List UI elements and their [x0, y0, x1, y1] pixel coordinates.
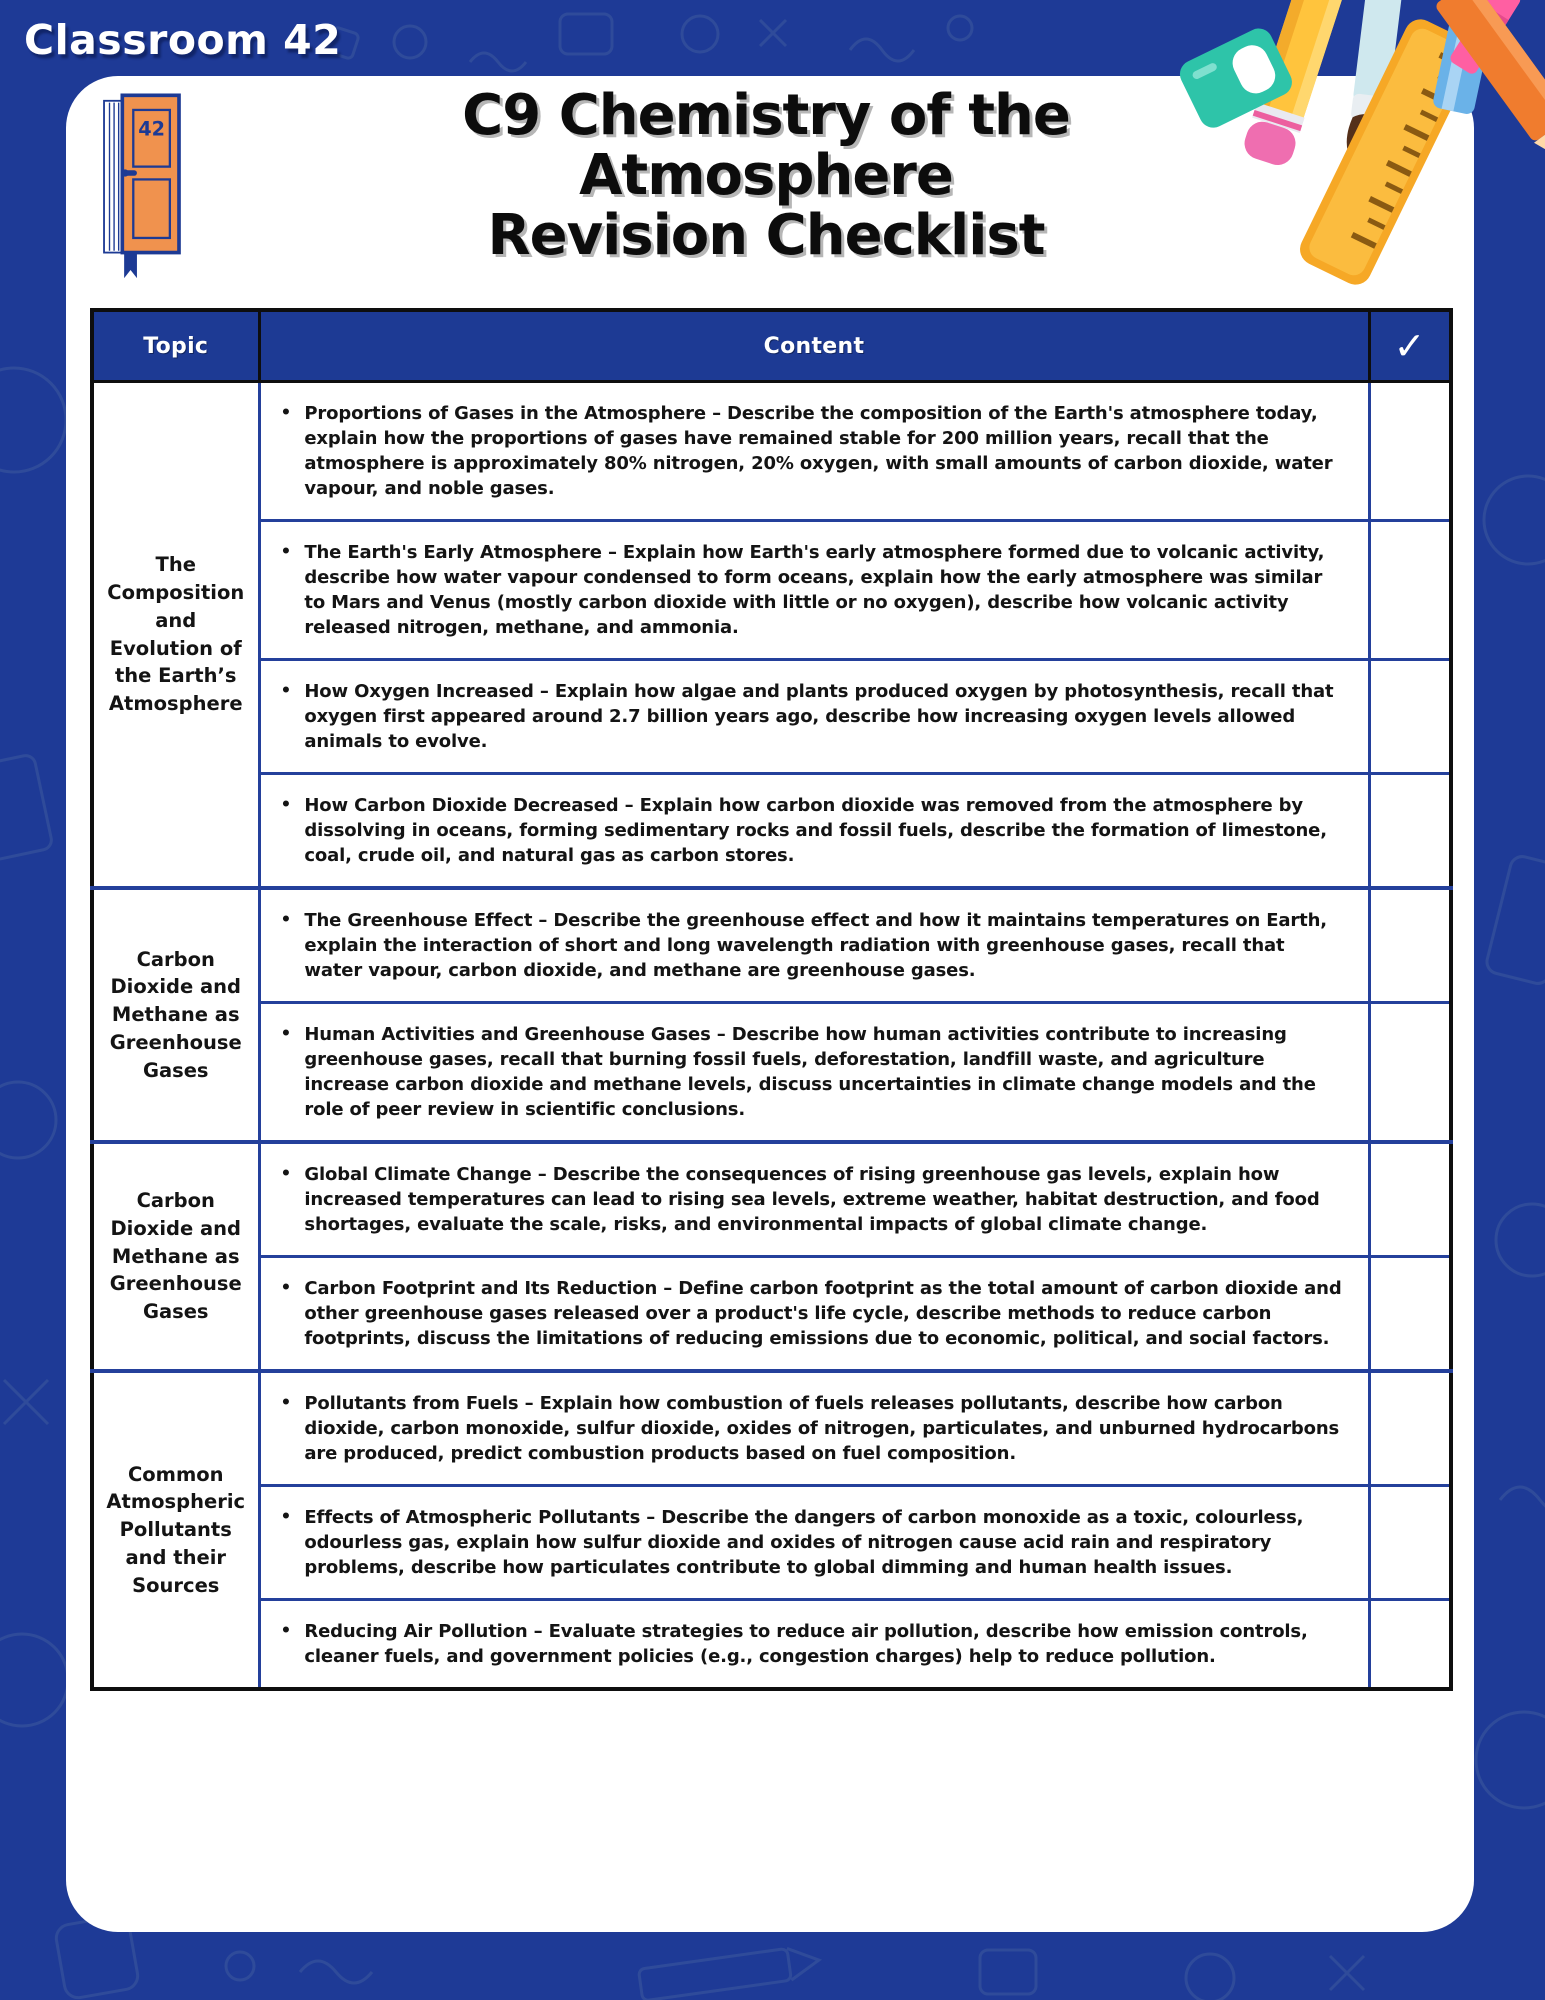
content-text: Human Activities and Greenhouse Gases – Describe how human activities contribute to increasing greenhouse gases, recall that burning fossil fuels, deforestation, landfill waste, and agriculture increase carbon dioxide and methane levels, discuss uncertainties in climate change models and the role of peer review in scientific conclusions. — [304, 1024, 1316, 1120]
bullet-icon: • — [280, 1164, 292, 1184]
checkbox-cell[interactable] — [1369, 660, 1451, 774]
content-cell — [259, 1003, 1369, 1143]
content-cell — [259, 660, 1369, 774]
content-text: Pollutants from Fuels – Explain how combustion of fuels releases pollutants, describe how carbon dioxide, carbon monoxide, sulfur dioxide, oxides of nitrogen, particulates, and unburned hydrocarbons are produced, predict combustion products based on fuel composition. — [304, 1393, 1340, 1464]
checklist-table-wrap — [90, 308, 1449, 1691]
checkbox-cell[interactable] — [1369, 521, 1451, 660]
content-text: The Greenhouse Effect – Describe the greenhouse effect and how it maintains temperatures on Earth, explain the interaction of short and long wavelength radiation with greenhouse gases, recall that water vapour, carbon dioxide, and methane are greenhouse gases. — [304, 910, 1327, 981]
checklist-row — [92, 660, 1451, 774]
content-cell — [259, 521, 1369, 660]
checklist-table — [90, 308, 1453, 1691]
content-cell — [259, 1142, 1369, 1257]
content-text: Carbon Footprint and Its Reduction – Define carbon footprint as the total amount of carbon dioxide and other greenhouse gases released over a product's life cycle, describe methods to reduce carbon footprints, discuss the limitations of reducing emissions due to economic, political, and social factors. — [304, 1278, 1342, 1349]
content-text: The Earth's Early Atmosphere – Explain how Earth's early atmosphere formed due to volcanic activity, describe how water vapour condensed to form oceans, explain how the early atmosphere was similar to Mars and Venus (mostly carbon dioxide with little or no oxygen), describe how volcanic activity released nitrogen, methane, and ammonia. — [304, 542, 1325, 638]
table-header — [92, 310, 1451, 382]
bullet-icon: • — [280, 1507, 292, 1527]
topic-cell: Carbon Dioxide and Methane as Greenhouse Gases — [92, 888, 259, 1142]
bullet-icon: • — [280, 795, 292, 815]
header-check — [1369, 310, 1451, 382]
content-text: How Oxygen Increased – Explain how algae and plants produced oxygen by photosynthesis, recall that oxygen first appeared around 2.7 billion years ago, describe how increasing oxygen levels allowed animals to evolve. — [304, 681, 1334, 752]
topic-cell: Carbon Dioxide and Methane as Greenhouse Gases — [92, 1142, 259, 1371]
bullet-icon: • — [280, 1393, 292, 1413]
checkmark-icon: ✓ — [1393, 324, 1426, 368]
checklist-row — [92, 1003, 1451, 1143]
header-topic: Topic — [92, 310, 259, 382]
bullet-icon: • — [280, 910, 292, 930]
content-cell — [259, 1486, 1369, 1600]
bullet-icon: • — [280, 542, 292, 562]
header-content: Content — [259, 310, 1369, 382]
title-line-1: C9 Chemistry of the — [462, 83, 1070, 148]
checklist-row — [92, 1257, 1451, 1372]
door-42-icon — [92, 88, 202, 280]
checklist-row — [92, 774, 1451, 889]
content-text: Reducing Air Pollution – Evaluate strategies to reduce air pollution, describe how emission controls, cleaner fuels, and government policies (e.g., congestion charges) help to reduce pollution. — [304, 1621, 1308, 1667]
checkbox-cell[interactable] — [1369, 774, 1451, 889]
content-text: Global Climate Change – Describe the consequences of rising greenhouse gas levels, explain how increased temperatures can lead to rising sea levels, extreme weather, habitat destruction, and food shortages, evaluate the scale, risks, and environmental impacts of global climate change. — [304, 1164, 1320, 1235]
checklist-row — [92, 1371, 1451, 1486]
stationery-decoration — [1145, 0, 1545, 310]
checklist-row — [92, 521, 1451, 660]
page-title — [266, 83, 1266, 268]
checklist-row — [92, 888, 1451, 1003]
brand-logo-text: Classroom 42 — [24, 16, 342, 64]
content-cell — [259, 1600, 1369, 1690]
topic-cell: The Composition and Evolution of the Earth’s Atmosphere — [92, 382, 259, 889]
bullet-icon: • — [280, 681, 292, 701]
checkbox-cell[interactable] — [1369, 1600, 1451, 1690]
checklist-row — [92, 1142, 1451, 1257]
checkbox-cell[interactable] — [1369, 1371, 1451, 1486]
checkbox-cell[interactable] — [1369, 1003, 1451, 1143]
topic-cell: Common Atmospheric Pollutants and their Sources — [92, 1371, 259, 1689]
title-line-3: Revision Checklist — [487, 203, 1045, 268]
checklist-row — [92, 382, 1451, 521]
door-number: 42 — [138, 117, 165, 141]
checkbox-cell[interactable] — [1369, 382, 1451, 521]
title-line-2: Atmosphere — [579, 143, 953, 208]
content-cell — [259, 382, 1369, 521]
checkbox-cell[interactable] — [1369, 1486, 1451, 1600]
checkbox-cell[interactable] — [1369, 1142, 1451, 1257]
checklist-row — [92, 1486, 1451, 1600]
bullet-icon: • — [280, 403, 292, 423]
checkbox-cell[interactable] — [1369, 1257, 1451, 1372]
bullet-icon: • — [280, 1621, 292, 1641]
content-text: Proportions of Gases in the Atmosphere – Describe the composition of the Earth's atmosphere today, explain how the proportions of gases have remained stable for 200 million years, recall that the atmosphere is approximately 80% nitrogen, 20% oxygen, with small amounts of carbon dioxide, water vapour, and noble gases. — [304, 403, 1333, 499]
checklist-row — [92, 1600, 1451, 1690]
content-cell — [259, 774, 1369, 889]
content-cell — [259, 1257, 1369, 1372]
checklist-body — [92, 382, 1451, 1690]
checkbox-cell[interactable] — [1369, 888, 1451, 1003]
bullet-icon: • — [280, 1024, 292, 1044]
content-cell — [259, 888, 1369, 1003]
content-text: How Carbon Dioxide Decreased – Explain how carbon dioxide was removed from the atmosphere by dissolving in oceans, forming sedimentary rocks and fossil fuels, describe the formation of limestone, coal, crude oil, and natural gas as carbon stores. — [304, 795, 1327, 866]
bullet-icon: • — [280, 1278, 292, 1298]
content-cell — [259, 1371, 1369, 1486]
content-text: Effects of Atmospheric Pollutants – Describe the dangers of carbon monoxide as a toxic, colourless, odourless gas, explain how sulfur dioxide and oxides of nitrogen cause acid rain and respiratory problems, describe how particulates contribute to global dimming and human health issues. — [304, 1507, 1304, 1578]
